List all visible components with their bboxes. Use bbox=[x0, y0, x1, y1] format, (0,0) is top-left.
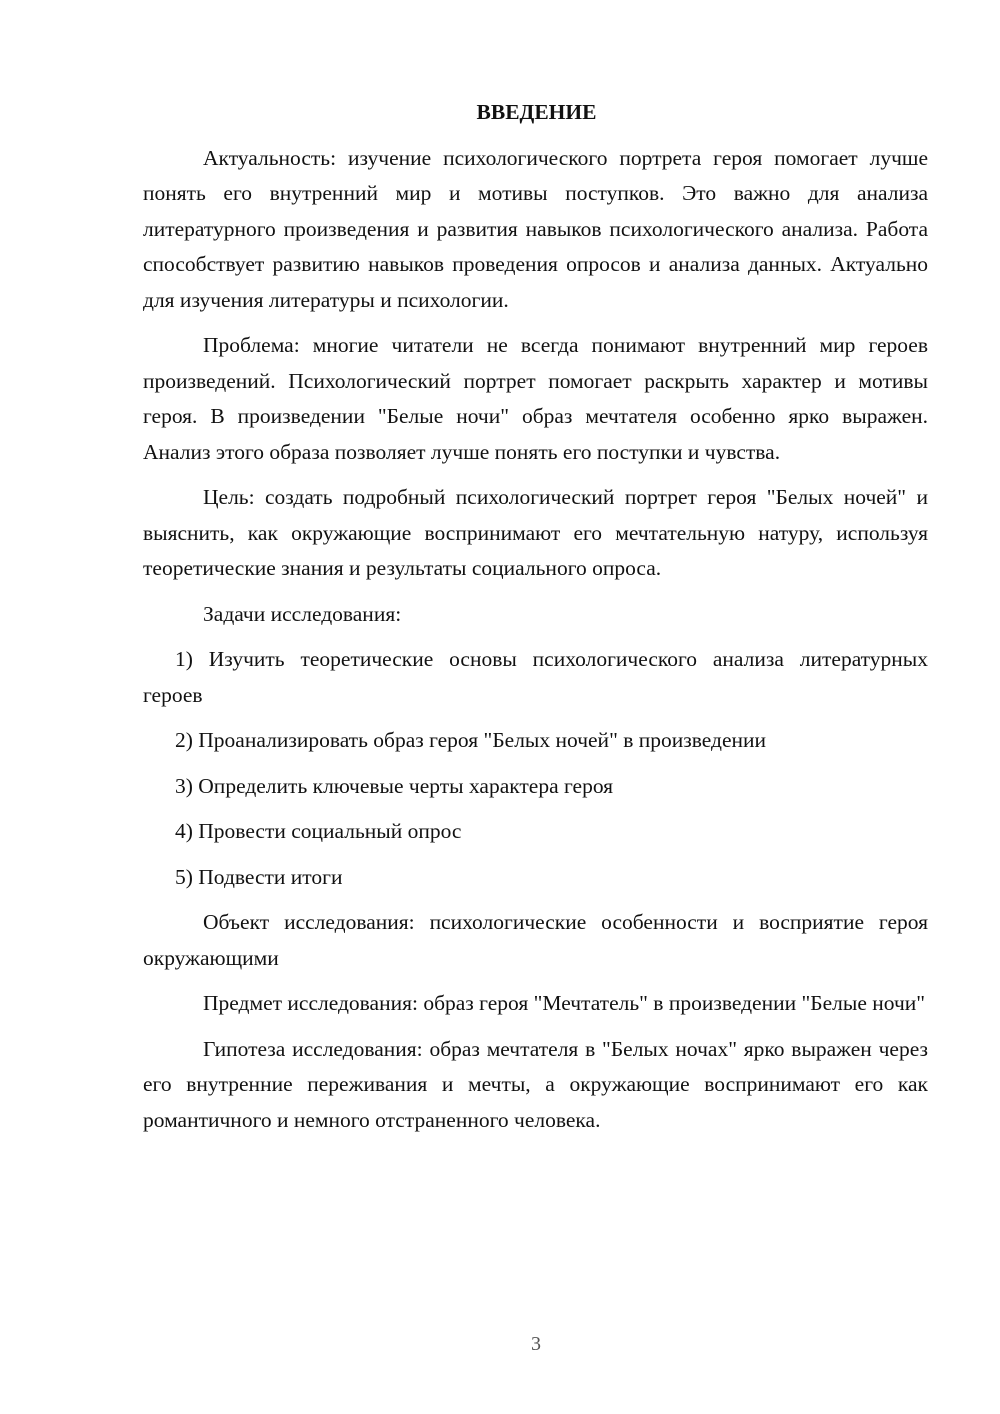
hypothesis-paragraph: Гипотеза исследования: образ мечтателя в "Белых ночах" ярко выражен через его внутренние переживания и мечты, а окружающие воспринимают его как романтичного и немного отстраненного человека. bbox=[143, 1036, 928, 1132]
goal-paragraph: Цель: создать подробный психологический портрет героя "Белых ночей" и выяснить, как окружающие воспринимают его мечтательную натуру, используя теоретические знания и результаты социального опроса. bbox=[143, 485, 928, 580]
object-paragraph: Объект исследования: психологические особенности и восприятие героя окружающими bbox=[143, 910, 928, 970]
task-item: 3) Определить ключевые черты характера героя bbox=[175, 773, 614, 798]
page-number: 3 bbox=[531, 1333, 541, 1355]
problem-paragraph: Проблема: многие читатели не всегда понимают внутренний мир героев произведений. Психологический портрет помогает раскрыть характер и мотивы героя. В произведении "Белые ночи" образ мечтателя особенно ярко выражен. Анализ этого образа позволяет лучше понять его поступки и чувства. bbox=[143, 333, 928, 464]
section-title: ВВЕДЕНИЕ bbox=[476, 100, 597, 124]
task-item: 5) Подвести итоги bbox=[175, 864, 343, 889]
tasks-heading: Задачи исследования: bbox=[203, 601, 402, 626]
task-item: 2) Проанализировать образ героя "Белых ночей" в произведении bbox=[175, 728, 767, 752]
task-item: 1) Изучить теоретические основы психологического анализа литературных героев bbox=[143, 647, 928, 707]
relevance-paragraph: Актуальность: изучение психологического портрета героя помогает лучше понять его внутренний мир и мотивы поступков. Это важно для анализа литературного произведения и развития навыков психологического анализа. Работа способствует развитию навыков проведения опросов и анализа данных. Актуально для изучения литературы и психологии. bbox=[143, 145, 928, 312]
document-body bbox=[143, 95, 928, 1148]
task-item: 4) Провести социальный опрос bbox=[175, 819, 462, 843]
subject-paragraph: Предмет исследования: образ героя "Мечтатель" в произведении "Белые ночи" bbox=[203, 991, 926, 1015]
